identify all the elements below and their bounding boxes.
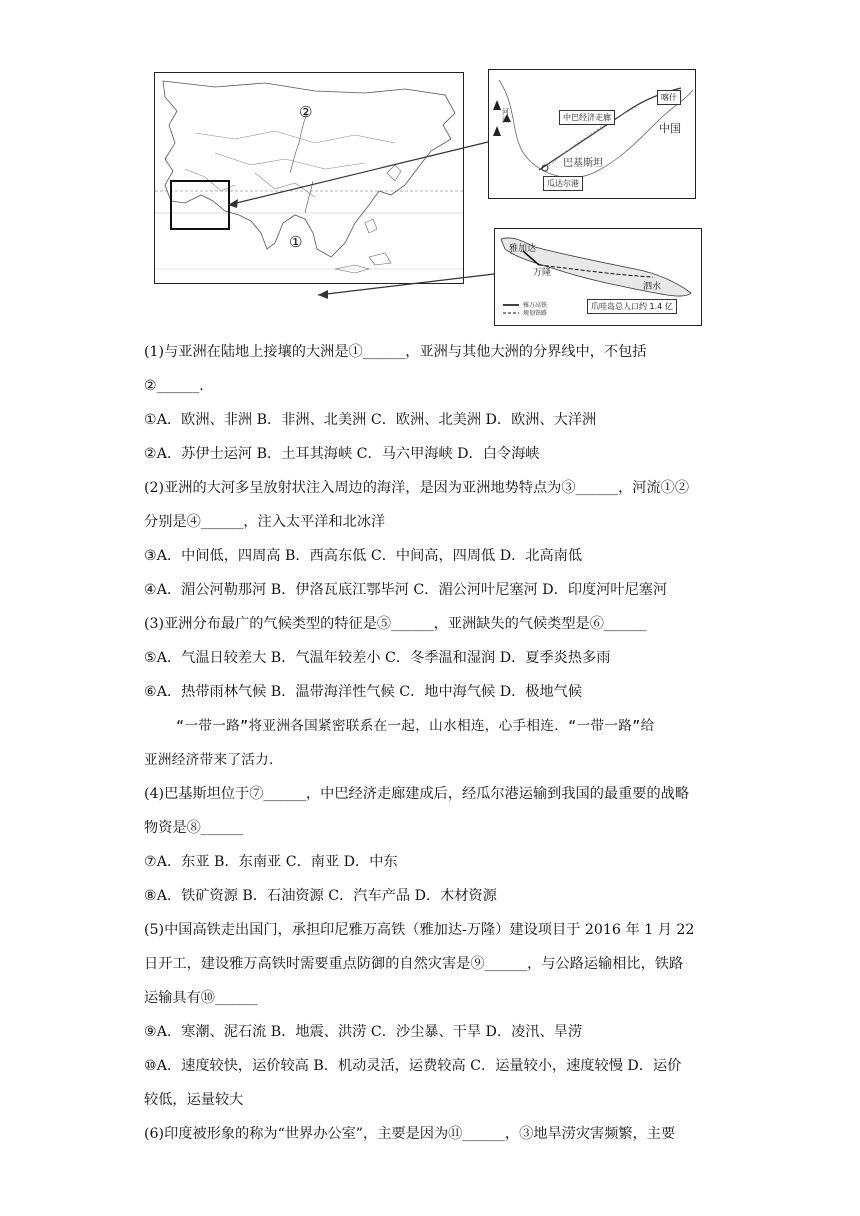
option-line: ③A．中间低，四周高 B．西高东低 C．中间高，四周低 D．北高南低 [144,548,583,564]
label-china: 中国 [659,122,681,135]
option-line: ⑩A．速度较快，运价较高 B．机动灵活，运费较高 C．运量较小，速度较慢 D．运价 [144,1058,682,1074]
inset-pakistan-map [488,69,696,199]
option-line-cont: 较低，运量较大 [144,1092,244,1108]
option-line: ⑥A．热带雨林气候 B．温带海洋性气候 C．地中海气候 D．极地气候 [144,684,583,700]
question-5-stem-cont: 运输具有⑩______ [144,990,258,1006]
label-population-note: 爪哇岛总人口约 1.4 亿 [587,299,677,314]
question-2-stem: (2)亚洲的大河多呈放射状注入周边的海洋，是因为亚洲地势特点为③______，河流①② [144,480,690,496]
question-1-stem-cont: ②______. [144,378,204,394]
option-line: ②A．苏伊士运河 B．土耳其海峡 C．马六甲海峡 D．白令海峡 [144,446,540,462]
inset-java-map [494,228,702,326]
legend-planned: 规划铁路 [523,310,548,317]
label-pakistan: 巴基斯坦 [563,158,603,169]
passage-text-cont: 亚洲经济带来了活力． [144,752,283,768]
question-5-stem-cont: 日开工，建设雅万高铁时需要重点防御的自然灾害是⑨______，与公路运输相比，铁路 [144,956,684,972]
label-surabaya: 泗水 [643,282,662,292]
question-4-stem-cont: 物资是⑧______ [144,820,244,836]
label-gwadar: 瓜达尔港 [543,176,583,191]
question-2-stem-cont: 分别是④______，注入太平洋和北冰洋 [144,514,386,530]
option-line: ⑧A．铁矿资源 B．石油资源 C．汽车产品 D．木材资源 [144,888,497,904]
legend-hsr: 雅万高铁 [523,302,548,309]
label-corridor: 中巴经济走廊 [559,110,615,125]
option-line: ④A．湄公河勒那河 B．伊洛瓦底江鄂毕河 C．湄公河叶尼塞河 D．印度河叶尼塞河 [144,582,668,598]
question-6-stem: (6)印度被形象的称为“世界办公室”，主要是因为⑪______，③地旱涝灾害频繁，主要 [144,1126,676,1142]
option-line: ⑦A．东亚 B．东南亚 C．南亚 D．中东 [144,854,398,870]
passage-text: “一带一路”将亚洲各国紧密联系在一起，山水相连，心手相连．“一带一路”给 [176,718,655,734]
map-figure [140,60,730,330]
question-3-stem: (3)亚洲分布最广的气候类型的特征是⑤______，亚洲缺失的气候类型是⑥______ [144,616,647,632]
label-kashgar: 喀什 [657,90,681,105]
question-1-stem: (1)与亚洲在陆地上接壤的大洲是①______，亚洲与其他大洲的分界线中，不包括 [144,344,647,360]
label-vertical-river: 河洲 [502,108,509,124]
question-4-stem: (4)巴基斯坦位于⑦______，中巴经济走廊建成后，经瓜尔港运输到我国的最重要的战略 [144,786,690,802]
option-line: ⑨A．寒潮、泥石流 B．地震、洪涝 C．沙尘暴、干旱 D．凌汛、旱涝 [144,1024,583,1040]
option-line: ①A．欧洲、非洲 B．非洲、北美洲 C．欧洲、北美洲 D．欧洲、大洋洲 [144,412,597,428]
question-5-stem: (5)中国高铁走出国门，承担印尼雅万高铁（雅加达-万隆）建设项目于 2016 年 1 月 22 [144,922,695,938]
label-bandung: 万隆 [533,268,552,278]
label-jakarta-city: 雅加达 [509,244,537,254]
label-circle-1: ① [289,233,303,251]
option-line: ⑤A．气温日较差大 B．气温年较差小 C．冬季温和湿润 D．夏季炎热多雨 [144,650,611,666]
label-circle-2: ② [299,103,313,121]
